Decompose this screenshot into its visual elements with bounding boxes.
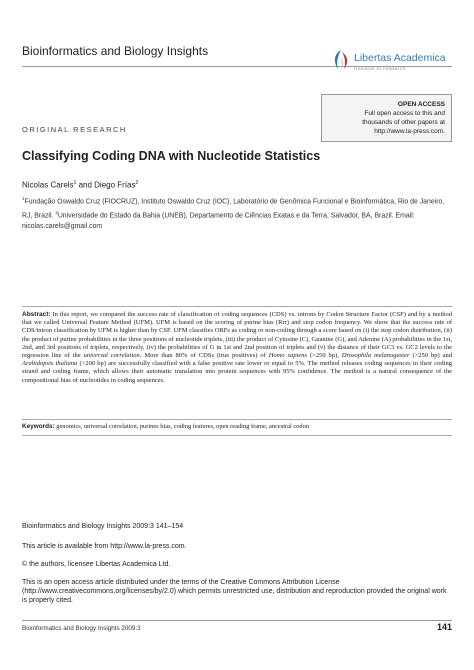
open-access-line: thousands of other papers at [362, 119, 445, 126]
abstract-rule [22, 419, 452, 420]
footer-journal: Bioinformatics and Biology Insights 2009:3 [22, 625, 141, 632]
page-number: 141 [436, 622, 452, 632]
abstract-text [22, 311, 452, 385]
logo-name: Libertas Academica [354, 52, 446, 64]
license-note: This is an open access article distributed under the terms of the Creative Commons Attribution License (http://www.creativecommons.org/licenses/by/2.0) which permits unrestricted use, distribution and reproduction provided the original work is properly cited. [22, 579, 447, 604]
author-name: Diego Frías [94, 180, 136, 190]
affiliation-mark: 2 [55, 209, 58, 215]
abstract-section [22, 306, 452, 417]
article-title: Classifying Coding DNA with Nucleotide Statistics [22, 149, 321, 163]
author-separator: and [76, 180, 95, 190]
keywords-rule [22, 435, 452, 436]
author-list [22, 180, 138, 190]
section-label: ORIGINAL RESEARCH [22, 125, 127, 134]
availability-note: This article is available from http://www.la-press.com. [22, 543, 187, 550]
keywords-label: Keywords: [22, 423, 55, 430]
copyright-note: © the authors, licensee Libertas Academica Ltd. [22, 561, 171, 568]
journal-name: Bioinformatics and Biology Insights [22, 44, 209, 58]
footer-rule [22, 620, 452, 621]
author-name: Nicolas Carels [22, 180, 74, 190]
abstract-label: Abstract: [22, 311, 51, 318]
abstract-body: In this report, we compared the success rate of classification of coding sequences (CDS) vs. introns by Codon Structure Factor (CSF) and by a method that we called Universal Feature Method (UFM). UFM is based on the scoring of purine bias (Rrr) and stop codon frequency. We show that the success rate of CDS/intron classification by UFM is higher than by CSF. UFM classifies ORFs as coding or non-coding through a score based on (i) the stop codon distribution, (ii) the product of purine probabilities in the three positions of nucleotide triplets, (iii) the product of Cytosine (C), Guanine (G), and Adenine (A) probabilities in the 1st, 2nd, and 3rd positions of triplets, respectively, (iv) the probabilities of G in 1st and 2nd position of triplets and (v) the distance of their GC3 vs. GC2 levels to the regression line of the [22, 311, 452, 360]
abstract-body: (>250 bp), [307, 352, 342, 360]
abstract-emphasis: universal correlation [83, 352, 140, 360]
abstract-body: . More than 80% of CDSs (true positives) of [139, 352, 269, 360]
abstract-body: (>250 bp) and [409, 352, 453, 360]
keywords-text: genomics, universal correlation, purines bias, coding features, open reading frame, ancestral codon [54, 423, 309, 430]
citation: Bioinformatics and Biology Insights 2009:3 141–154 [22, 523, 184, 530]
author-affiliation-mark: 1 [73, 180, 77, 186]
logo-tagline: freedom to research [354, 66, 406, 71]
open-access-link[interactable]: http://www.la-press.com. [374, 128, 445, 135]
open-access-title: OPEN ACCESS [397, 101, 445, 108]
species-name: Drosophila melanogaster [341, 352, 410, 360]
abstract-body: (>200 bp) are successfully classified with a false positive rate lower or equal to 5%. The method releases coding sequences in their coding strand and coding frame, which allows their automatic translation into protein sequences with 95% confidence. The method is a natural consequence of the compositional bias of nucleotides in coding sequences. [22, 360, 452, 384]
author-affiliation-mark: 2 [135, 180, 139, 186]
open-access-box [321, 94, 452, 142]
open-access-line: Full open access to this and [364, 110, 445, 117]
affiliation-mark: 1 [22, 196, 25, 201]
species-name: Arabidopsis thaliana [22, 360, 78, 368]
keywords [22, 423, 452, 430]
affiliation-text: Fundação Oswaldo Cruz (FIOCRUZ), Instituto Oswaldo Cruz (IOC), Laboratório de Genômica Funcional e Bioinformática, Rio de Janeiro, RJ, Brazil. [22, 198, 445, 220]
publisher-logo [330, 46, 460, 86]
affiliation-text: Universidade do Estado da Bahia (UNEB), Departamento de Ciências Exatas e da Terra, Salvador, BA, Brazil. Email: nicolas.carels@gmail.com [22, 212, 415, 230]
species-name: Homo sapiens [268, 352, 308, 360]
affiliations [22, 194, 452, 232]
libertas-logo-icon [330, 48, 352, 72]
